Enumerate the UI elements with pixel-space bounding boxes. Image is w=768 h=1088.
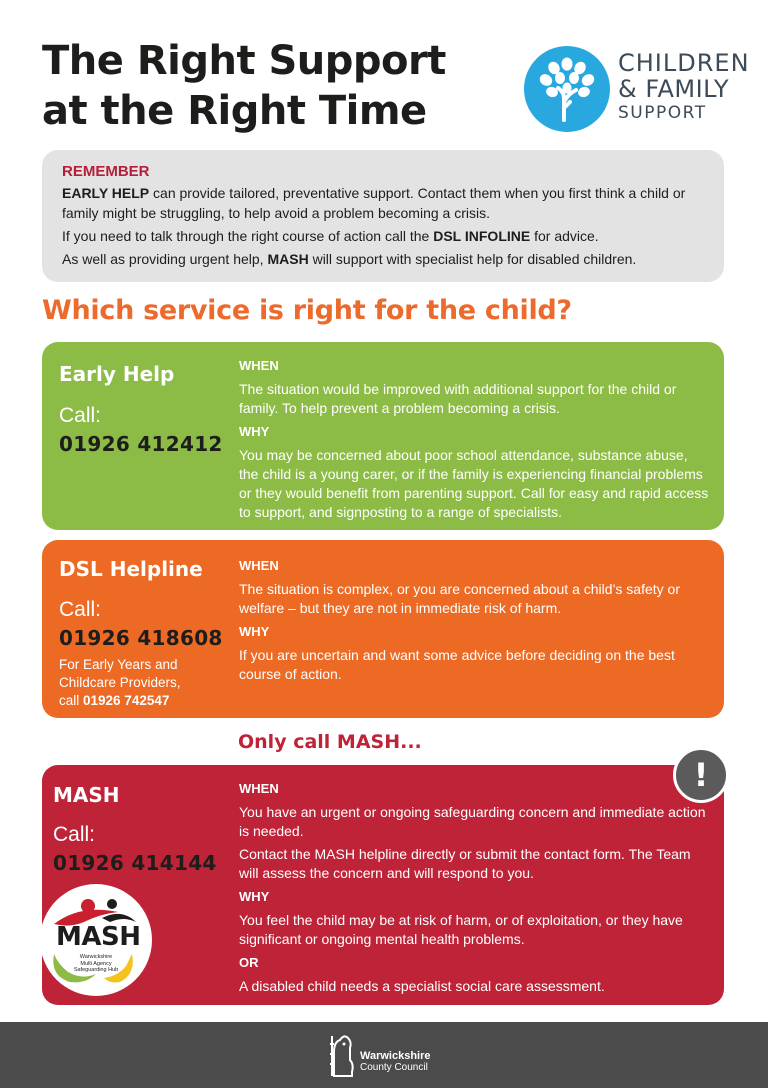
- dsl-details: [239, 556, 709, 688]
- remember-text-1: can provide tailored, preventative support. Contact them when you first think a child or family might be struggling, to help avoid a problem becoming a crisis.: [62, 185, 686, 221]
- early-years-phone[interactable]: 01926 742547: [83, 693, 170, 708]
- remember-text-2-end: for advice.: [530, 228, 599, 244]
- remember-heading: REMEMBER: [62, 163, 150, 180]
- logo-line-2: & FAMILY: [618, 75, 729, 103]
- title-line-2: at the Right Time: [42, 88, 427, 134]
- note-line-1: For Early Years and: [59, 657, 178, 672]
- early-help-phone[interactable]: 01926 412412: [59, 432, 223, 456]
- mash-logo: [40, 884, 152, 996]
- remember-dsl: [62, 226, 706, 246]
- remember-text-3: As well as providing urgent help,: [62, 251, 268, 267]
- dsl-phone[interactable]: 01926 418608: [59, 626, 223, 650]
- early-years-note: [59, 656, 181, 710]
- children-family-support-logo: [524, 44, 750, 140]
- mash-call-label: Call:: [53, 823, 96, 846]
- when-text-2: Contact the MASH helpline directly or submit the contact form. The Team will assess the concern and will respond to you.: [239, 846, 691, 881]
- early-help-card: [42, 342, 724, 530]
- title-line-1: The Right Support: [42, 38, 446, 84]
- why-text: You feel the child may be at risk of harm, or of exploitation, or they have significant or ongoing mental health problems.: [239, 912, 683, 947]
- mash-title: MASH: [53, 783, 120, 807]
- remember-mash: [62, 249, 706, 269]
- dsl-helpline-card: [42, 540, 724, 718]
- note-line-2: Childcare Providers,: [59, 675, 181, 690]
- early-help-details: [239, 356, 709, 526]
- dsl-infoline-emphasis: DSL INFOLINE: [433, 228, 531, 244]
- council-name: [360, 1050, 431, 1074]
- mash-phone[interactable]: 01926 414144: [53, 851, 217, 875]
- dsl-helpline-title: DSL Helpline: [59, 557, 203, 581]
- or-text: A disabled child needs a specialist social care assessment.: [239, 978, 605, 994]
- warwickshire-county-council-logo: [328, 1032, 448, 1078]
- remember-text-3-end: will support with specialist help for disabled children.: [308, 251, 637, 267]
- why-label: WHY: [239, 424, 270, 439]
- when-text: The situation would be improved with additional support for the child or family. To help prevent a problem becoming a crisis.: [239, 381, 677, 416]
- why-text: You may be concerned about poor school attendance, substance abuse, the child is a young carer, or if the family is experiencing financial problems or they would benefit from parenting support. Call for easy and rapid access to support, and signposting to a range of specialists.: [239, 447, 709, 520]
- tree-icon: [524, 46, 610, 132]
- when-label: WHEN: [239, 781, 279, 796]
- when-text-1: You have an urgent or ongoing safeguarding concern and immediate action is needed.: [239, 804, 706, 839]
- footer: [0, 1022, 768, 1088]
- remember-text-2: If you need to talk through the right course of action call the: [62, 228, 434, 244]
- bear-and-ragged-staff-icon: [328, 1032, 358, 1078]
- mash-details: [239, 779, 709, 1000]
- note-line-3: [59, 692, 181, 710]
- early-help-emphasis: EARLY HELP: [62, 185, 150, 201]
- why-label: WHY: [239, 624, 270, 639]
- mash-logo-sub-3: Safeguarding Hub: [73, 967, 119, 973]
- note-call-prefix: call: [59, 693, 84, 708]
- only-call-mash-heading: Only call MASH...: [238, 731, 422, 753]
- remember-box: [42, 150, 724, 282]
- early-help-title: Early Help: [59, 362, 175, 386]
- why-label: WHY: [239, 889, 270, 904]
- or-label: OR: [239, 955, 259, 970]
- mash-logo-sub-2: Multi Agency: [80, 960, 112, 967]
- logo-line-3: SUPPORT: [618, 103, 707, 123]
- dsl-call-label: Call:: [59, 598, 102, 621]
- why-text: If you are uncertain and want some advice before deciding on the best course of action.: [239, 647, 675, 682]
- mash-logo-sub-1: Warwickshire: [79, 954, 113, 960]
- mash-logo-subtitle: [66, 954, 126, 974]
- remember-early-help: [62, 183, 706, 223]
- council-line-1: Warwickshire: [360, 1050, 431, 1062]
- page-title: [42, 36, 446, 136]
- section-question: Which service is right for the child?: [42, 295, 572, 326]
- council-line-2: County Council: [360, 1062, 428, 1073]
- early-help-call-label: Call:: [59, 404, 102, 427]
- when-label: WHEN: [239, 558, 279, 573]
- exclamation-icon: !: [673, 747, 729, 803]
- mash-logo-word: MASH: [56, 922, 141, 952]
- when-label: WHEN: [239, 358, 279, 373]
- logo-line-1: CHILDREN: [618, 49, 750, 77]
- when-text: The situation is complex, or you are concerned about a child’s safety or welfare – but they are not in immediate risk of harm.: [239, 581, 680, 616]
- logo-wordmark: [618, 50, 750, 124]
- mash-emphasis: MASH: [267, 251, 309, 267]
